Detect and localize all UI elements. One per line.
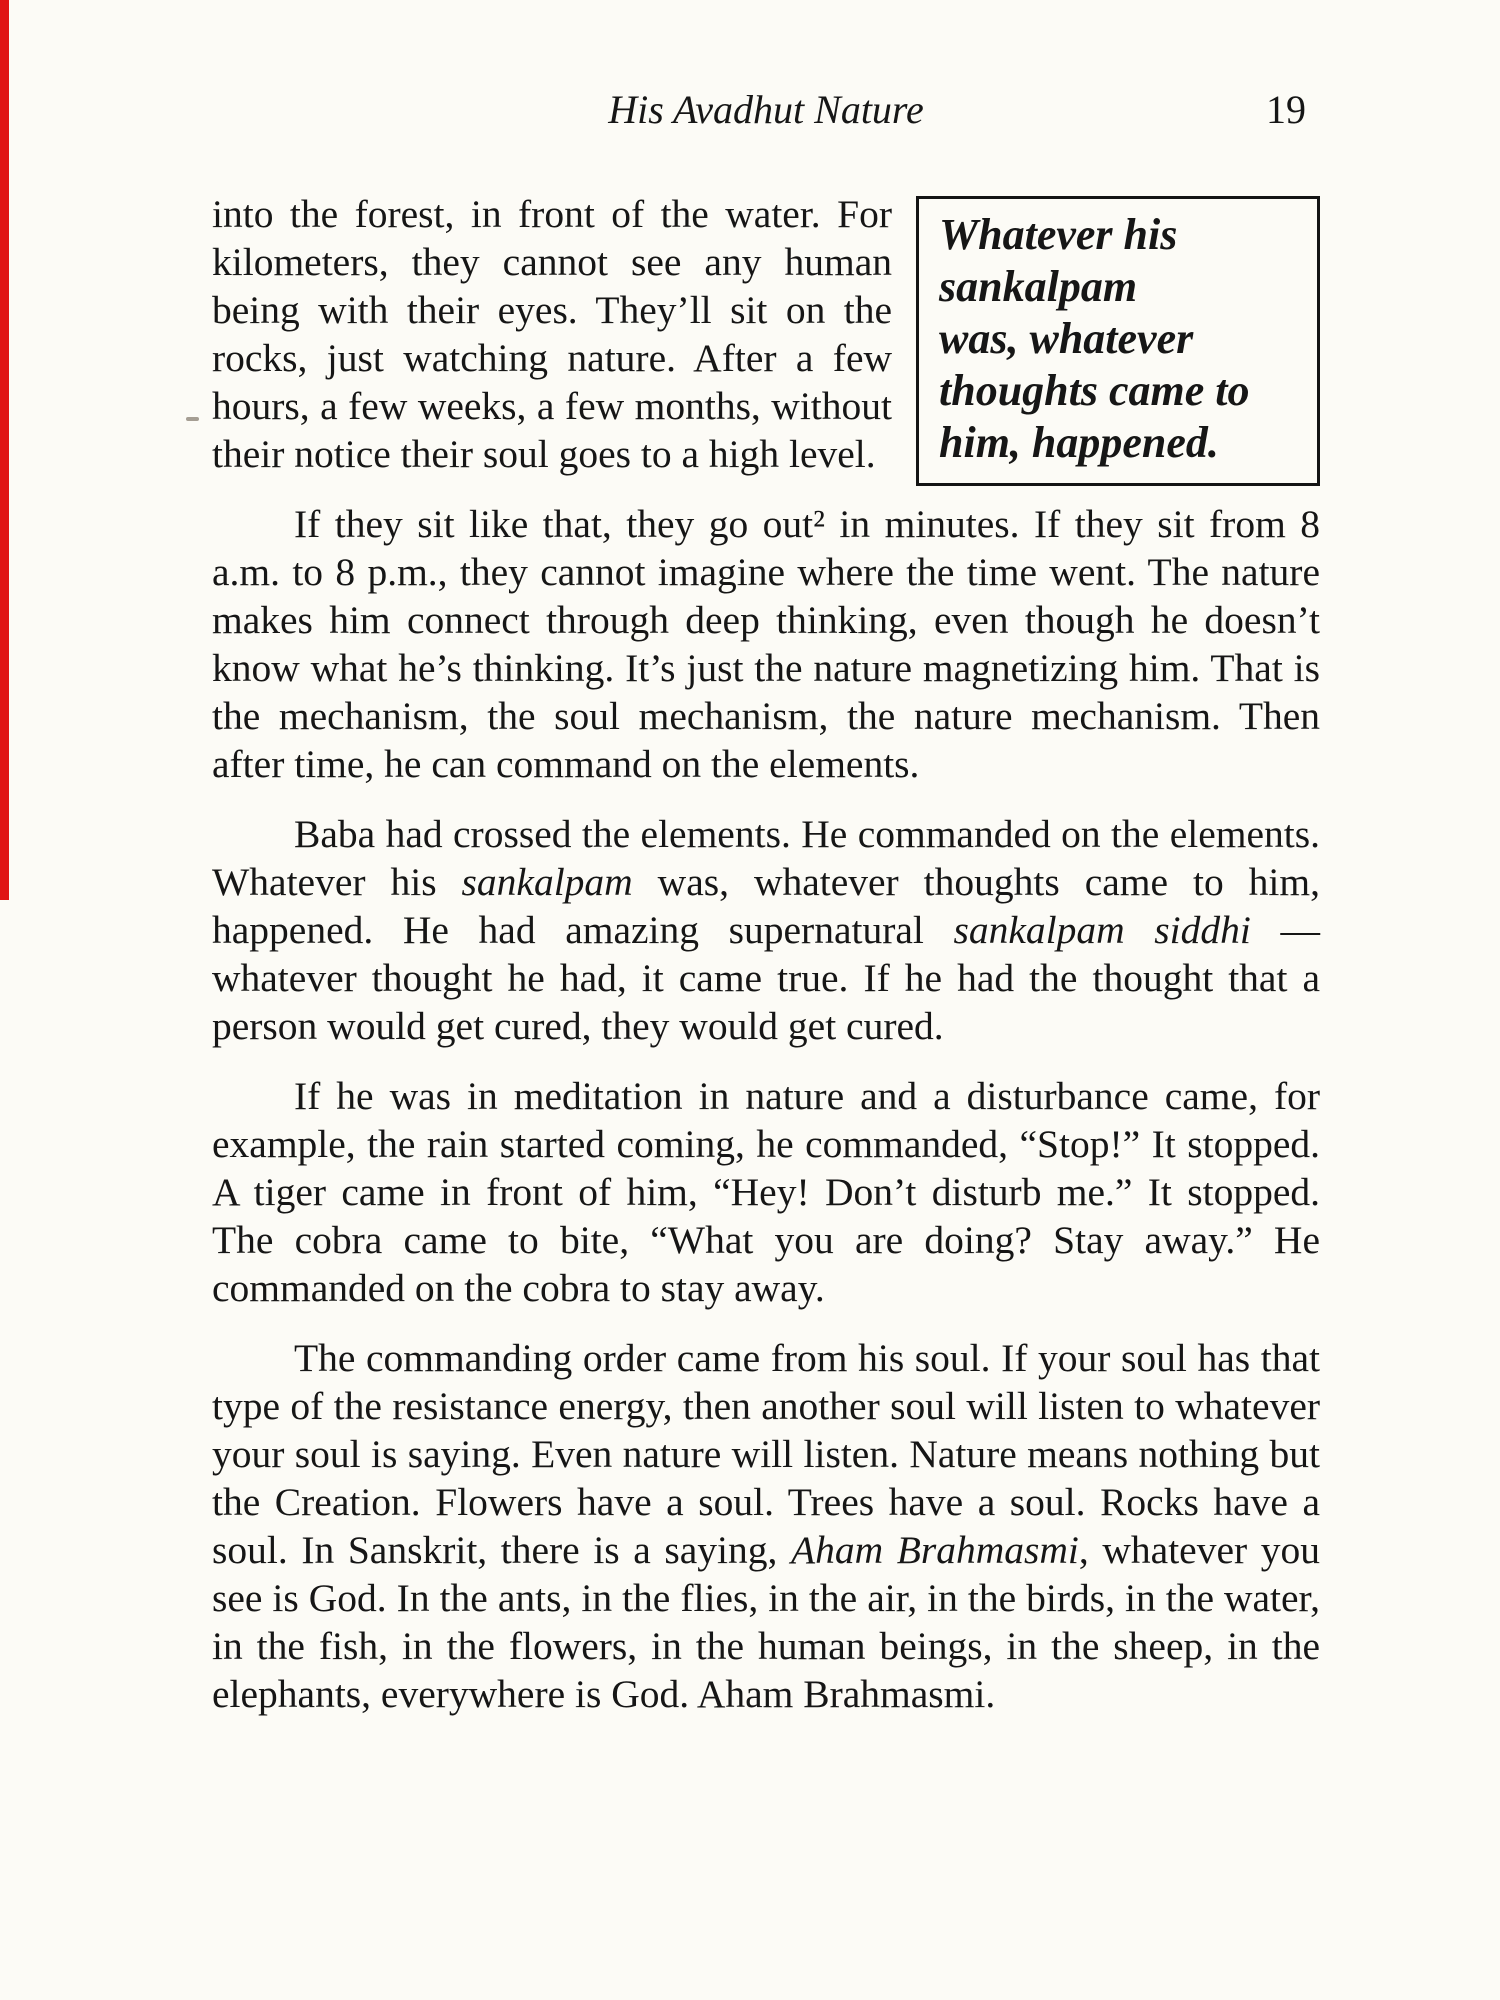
text-run: Baba had crossed the elements. He commanded on the elements. Whatever his	[212, 812, 1320, 904]
pull-quote-line: Whatever his	[939, 210, 1178, 259]
text-run: If he was in meditation in nature and a disturbance came, for example, the rain started coming, he commanded, “Stop!” It stopped. A tiger came in front of him, “Hey! Don’t disturb me.” It stopped. The cobra came to bite, “What you are doing? Stay away.” He commanded on the cobra to stay away.	[212, 1074, 1320, 1310]
chapter-title: His Avadhut Nature	[608, 87, 924, 132]
text-run: — whatever thought he had, it came true. If he had the thought that a person would get cured, they would get cured.	[212, 908, 1320, 1048]
scan-artifact-mark	[186, 417, 199, 421]
pull-quote-line: was, whatever	[939, 314, 1194, 363]
pull-quote-line: sankalpam	[939, 262, 1138, 311]
paragraph	[212, 1334, 1320, 1718]
italic-text-run: Aham Brahmasmi	[791, 1528, 1079, 1572]
page-content	[212, 86, 1320, 1740]
paragraph	[212, 1072, 1320, 1312]
paragraph	[212, 810, 1320, 1050]
pull-quote-line: thoughts came to	[939, 366, 1250, 415]
paragraph	[212, 500, 1320, 788]
pull-quote-box	[916, 196, 1320, 486]
text-run: The commanding order came from his soul. If your soul has that type of the resistance energy, then another soul will listen to whatever your soul is saying. Even nature will listen. Nature means nothing but the Creation. Flowers have a soul. Trees have a soul. Rocks have a soul. In Sanskrit, there is a saying,	[212, 1336, 1320, 1572]
text-run: was, whatever thoughts came to him, happened. He had amazing supernatural	[212, 860, 1320, 952]
italic-text-run: sankalpam siddhi	[953, 908, 1251, 952]
text-run: into the forest, in front of the water. For kilometers, they cannot see any human being with their eyes. They’ll sit on the rocks, just watching nature. After a few hours, a few weeks, a few months, without their notice their soul goes to a high level.	[212, 192, 892, 476]
body-text	[212, 190, 1320, 1718]
page-number: 19	[1266, 87, 1306, 132]
running-header	[212, 86, 1320, 134]
scan-edge-strip	[0, 0, 9, 900]
text-run: If they sit like that, they go out² in minutes. If they sit from 8 a.m. to 8 p.m., they cannot imagine where the time went. The nature makes him connect through deep thinking, even though he doesn’t know what he’s thinking. It’s just the nature magnetizing him. That is the mechanism, the soul mechanism, the nature mechanism. Then after time, he can command on the elements.	[212, 502, 1320, 786]
paragraph	[212, 190, 1320, 478]
text-run: , whatever you see is God. In the ants, in the flies, in the air, in the birds, in the water, in the fish, in the flowers, in the human beings, in the sheep, in the elephants, everywhere is God. Aham Brahmasmi.	[212, 1528, 1320, 1716]
pull-quote-line: him, happened.	[939, 418, 1219, 467]
italic-text-run: sankalpam	[461, 860, 633, 904]
